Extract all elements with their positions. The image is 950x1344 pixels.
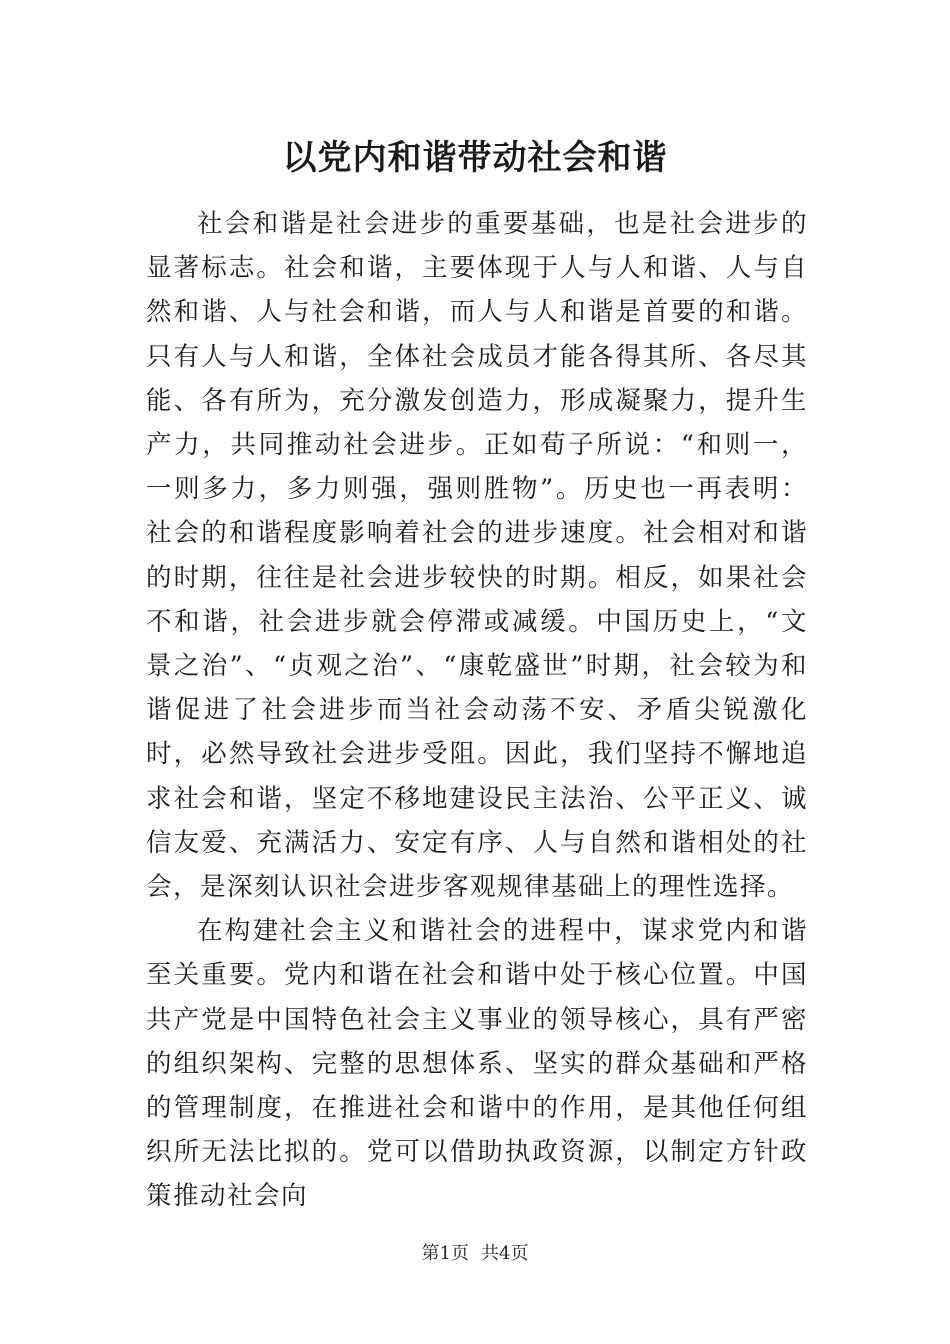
page-footer [0, 1240, 950, 1268]
page-total: 共4页 [481, 1243, 529, 1264]
page-title: 以党内和谐带动社会和谐 [282, 138, 668, 178]
document-body [146, 202, 808, 1219]
page-number: 第1页 [421, 1243, 469, 1264]
paragraph-1: 社会和谐是社会进步的重要基础，也是社会进步的显著标志。社会和谐，主要体现于人与人和谐、人与自然和谐、人与社会和谐，而人与人和谐是首要的和谐。只有人与人和谐，全体社会成员才能各得其所、各尽其能、各有所为，充分激发创造力，形成凝聚力，提升生产力，共同推动社会进步。正如荀子所说：“和则一，一则多力，多力则强，强则胜物”。历史也一再表明：社会的和谐程度影响着社会的进步速度。社会相对和谐的时期，往往是社会进步较快的时期。相反，如果社会不和谐，社会进步就会停滞或减缓。中国历史上，“文景之治”、“贞观之治”、“康乾盛世”时期，社会较为和谐促进了社会进步而当社会动荡不安、矛盾尖锐激化时，必然导致社会进步受阻。因此，我们坚持不懈地追求社会和谐，坚定不移地建设民主法治、公平正义、诚信友爱、充满活力、安定有序、人与自然和谐相处的社会，是深刻认识社会进步客观规律基础上的理性选择。 [146, 209, 808, 903]
paragraph-2: 在构建社会主义和谐社会的进程中，谋求党内和谐至关重要。党内和谐在社会和谐中处于核心位置。中国共产党是中国特色社会主义事业的领导核心，具有严密的组织架构、完整的思想体系、坚实的群众基础和严格的管理制度，在推进社会和谐中的作用，是其他任何组织所无法比拟的。党可以借助执政资源，以制定方针政策推动社会向 [146, 916, 808, 1212]
